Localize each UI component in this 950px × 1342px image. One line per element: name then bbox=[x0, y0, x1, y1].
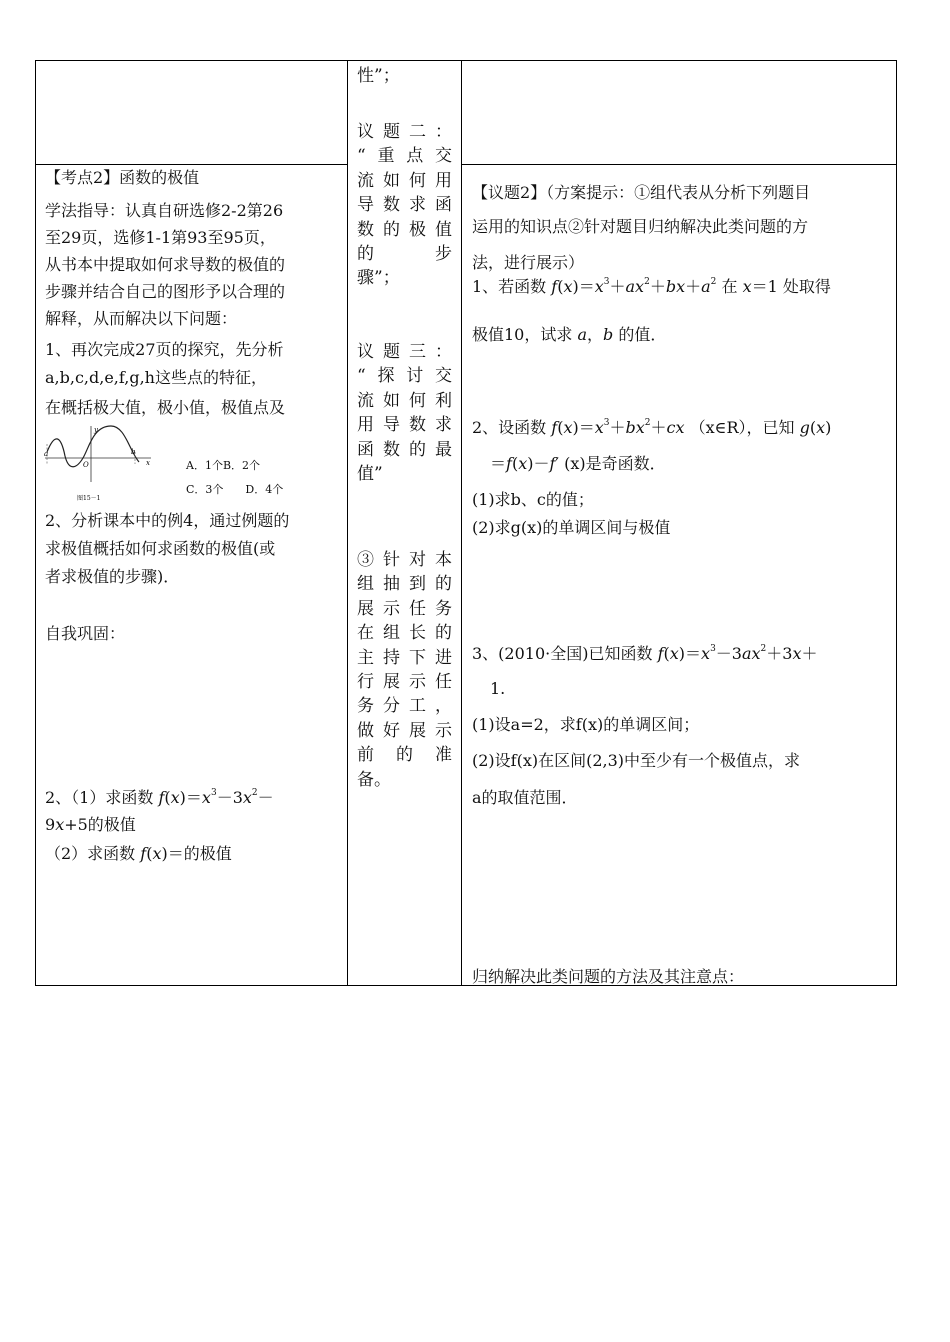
figure-caption: 图15－1 bbox=[77, 495, 101, 502]
self-practice-label: 自我巩固： bbox=[45, 624, 126, 643]
task-note-block: ③针对本 组抽到的 展示任务 在组长的 主持下进 行展示任 务分工， 做好展示 前的准 备。 bbox=[357, 550, 452, 790]
column-divider-2 bbox=[461, 61, 462, 985]
problem-2-line: 2、设函数 $f(x)=x^3+bx^2+cx$ （x∈R），已知 g(x) bbox=[472, 418, 832, 437]
problem-3-sub: a的取值范围． bbox=[472, 788, 578, 807]
topic-heading: 【议题2】（方案提示：①组代表从分析下列题目 bbox=[472, 183, 811, 202]
options-line-2: C．3个 D．4个 bbox=[186, 483, 284, 496]
middle-top-text: 性”； bbox=[357, 66, 400, 86]
problem-1-line: 极值10，试求 a，b 的值． bbox=[472, 325, 667, 344]
exercise-line: （2）求函数 f(x)＝的极值 bbox=[45, 844, 232, 863]
topic-heading: 法，进行展示） bbox=[472, 253, 585, 272]
label-x: x bbox=[146, 459, 150, 467]
problem-2-line: ＝f(x)－f′ (x)是奇函数． bbox=[490, 454, 666, 473]
topic-three-block: 议题三： “探讨交 流如何利 用导数求 函数的最 值” bbox=[357, 342, 452, 484]
question-line: 者求极值的步骤)． bbox=[45, 567, 180, 586]
options-line-1: A．1个B．2个 bbox=[186, 459, 261, 472]
problem-3-line: 3、(2010·全国)已知函数 $f(x)=x^3-3ax^2+3x+$ bbox=[472, 644, 818, 663]
problem-1-line: 1、若函数 $f(x)=x^3+ax^2+bx+a^2$ 在 x＝1 处取得 bbox=[472, 277, 831, 296]
question-line: 在概括极大值，极小值，极值点及 bbox=[45, 398, 286, 417]
row-divider-left bbox=[36, 164, 347, 165]
label-y: y bbox=[94, 426, 98, 434]
topic-heading: 运用的知识点②针对题目归纳解决此类问题的方 bbox=[472, 217, 809, 236]
study-guide-line: 至29页，选修1-1第93至95页， bbox=[45, 228, 276, 247]
study-guide-line: 解释，从而解决以下问题： bbox=[45, 309, 238, 328]
study-guide-line: 学法指导：认真自研选修2-2第26 bbox=[45, 201, 284, 220]
exercise-line: 2、（1）求函数 $f(x)=x^3-3x^2-$ bbox=[45, 788, 274, 807]
question-line: 求极值概括如何求函数的极值(或 bbox=[45, 539, 276, 558]
question-line: 1、再次完成27页的探究，先分析 bbox=[45, 340, 284, 359]
problem-3-line: 1. bbox=[490, 679, 506, 698]
exercise-line: 9x+5的极值 bbox=[45, 815, 136, 834]
row-divider-right bbox=[461, 164, 896, 165]
section-title: 【考点2】函数的极值 bbox=[45, 168, 200, 187]
problem-3-sub: (1)设a=2，求f(x)的单调区间； bbox=[472, 715, 700, 734]
study-guide-line: 步骤并结合自己的图形予以合理的 bbox=[45, 282, 286, 301]
label-origin: O bbox=[83, 461, 89, 469]
question-line: 2、分析课本中的例4，通过例题的 bbox=[45, 511, 290, 530]
problem-3-sub: (2)设f(x)在区间(2,3)中至少有一个极值点，求 bbox=[472, 751, 801, 770]
problem-2-sub: (2)求g(x)的单调区间与极值 bbox=[472, 518, 671, 537]
label-a: a bbox=[44, 450, 49, 458]
curve bbox=[47, 426, 139, 467]
question-line: a,b,c,d,e,f,g,h这些点的特征， bbox=[45, 368, 267, 387]
label-b: b bbox=[131, 448, 136, 456]
column-divider-1 bbox=[347, 61, 348, 985]
function-graph-figure bbox=[43, 422, 155, 502]
study-guide-line: 从书本中提取如何求导数的极值的 bbox=[45, 255, 286, 274]
summary-prompt: 归纳解决此类问题的方法及其注意点： bbox=[472, 967, 745, 986]
problem-2-sub: (1)求b、c的值； bbox=[472, 490, 594, 509]
topic-two-block: 议题二： “重点交 流如何用 导数求函 数的极值 的 步 骤”； bbox=[357, 122, 452, 289]
